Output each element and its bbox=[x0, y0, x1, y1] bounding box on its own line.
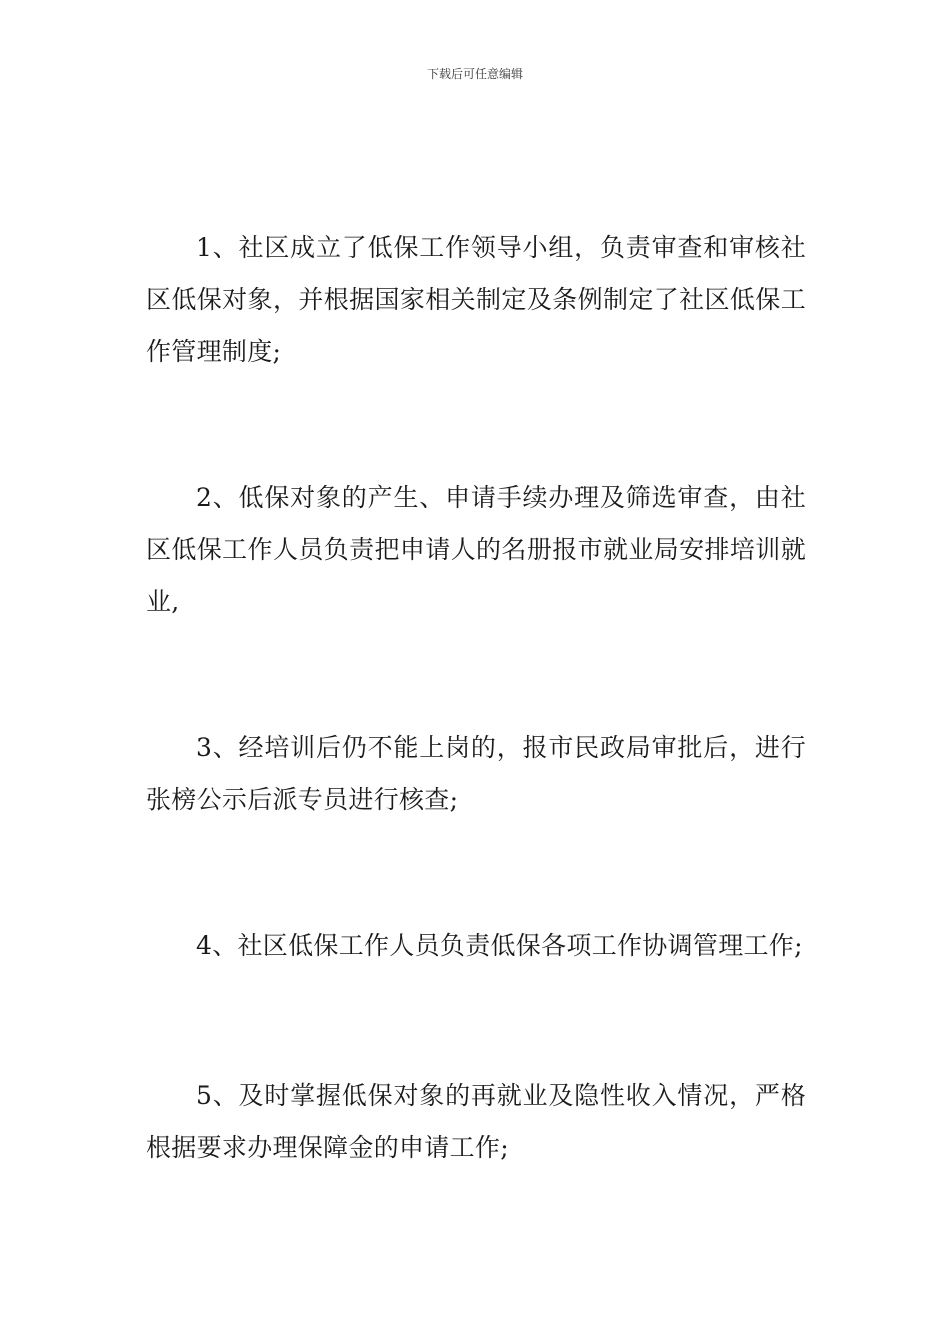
paragraph-4: 4、社区低保工作人员负责低保各项工作协调管理工作; bbox=[196, 931, 803, 960]
paragraph-3: 3、经培训后仍不能上岗的，报市民政局审批后，进行张榜公示后派专员进行核查; bbox=[146, 733, 806, 814]
paragraph-2: 2、低保对象的产生、申请手续办理及筛选审查，由社区低保工作人员负责把申请人的名册报市就业局安排培训就业, bbox=[146, 483, 806, 616]
paragraph-5: 5、及时掌握低保对象的再就业及隐性收入情况，严格根据要求办理保障金的申请工作; bbox=[146, 1081, 806, 1162]
page-header: 下载后可任意编辑 bbox=[426, 67, 523, 81]
paragraph-1: 1、社区成立了低保工作领导小组，负责审查和审核社区低保对象，并根据国家相关制定及条例制定了社区低保工作管理制度; bbox=[146, 233, 806, 366]
